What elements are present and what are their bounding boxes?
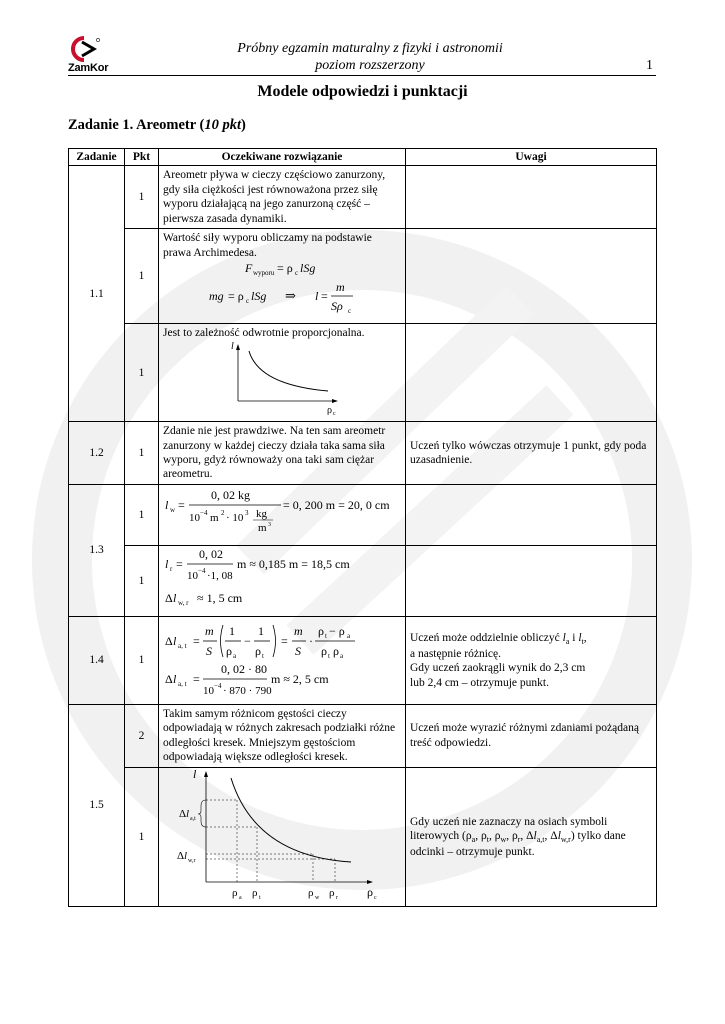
task-points: 10 pkt xyxy=(204,117,242,133)
svg-text:= ρ: = ρ xyxy=(228,289,244,304)
svg-text:=: = xyxy=(193,672,200,687)
remarks-cell xyxy=(406,484,657,545)
svg-text:=: = xyxy=(193,634,200,649)
svg-text:−4: −4 xyxy=(214,682,222,691)
svg-text:3: 3 xyxy=(268,521,271,528)
solution-cell xyxy=(159,617,406,704)
svg-text:a: a xyxy=(239,894,242,901)
svg-text:=: = xyxy=(321,289,328,304)
svg-text:mg: mg xyxy=(209,289,224,304)
svg-text:Δ: Δ xyxy=(165,591,173,605)
archimedes-formula xyxy=(163,260,401,316)
scoring-table xyxy=(68,148,657,907)
svg-text:m: m xyxy=(210,511,219,524)
task-number-1-3: 1.3 xyxy=(69,484,125,617)
svg-text:S: S xyxy=(206,644,212,659)
solution-cell xyxy=(159,484,406,545)
points-cell: 1 xyxy=(125,229,159,324)
svg-text:ρ: ρ xyxy=(367,884,373,899)
svg-text:0, 02 kg: 0, 02 kg xyxy=(211,487,250,502)
svg-text:=: = xyxy=(178,497,185,512)
svg-text:ρ: ρ xyxy=(318,624,324,639)
points-cell: 1 xyxy=(125,767,159,906)
remarks-text: Uczeń może oddzielnie obliczyć xyxy=(410,632,560,644)
points-cell: 2 xyxy=(125,704,159,767)
scale-graph xyxy=(163,768,401,902)
svg-text:10: 10 xyxy=(189,511,200,524)
svg-text:1: 1 xyxy=(258,624,264,639)
header-rule xyxy=(68,75,656,76)
remarks-text: Gdy uczeń nie zaznaczy na osiach symboli xyxy=(410,815,608,828)
svg-text:· 870 · 790: · 870 · 790 xyxy=(223,685,272,698)
task-title-suffix: ) xyxy=(241,117,246,133)
header-rozwiazanie: Oczekiwane rozwiązanie xyxy=(159,149,406,166)
svg-text:ρ: ρ xyxy=(333,644,339,659)
svg-text:1: 1 xyxy=(229,624,235,639)
task-number-1-5: 1.5 xyxy=(69,704,125,906)
points-cell: 1 xyxy=(125,166,159,229)
table-row xyxy=(69,546,657,617)
svg-text:lSg: lSg xyxy=(251,289,267,304)
solution-text: Jest to zależność odwrotnie proporcjonalna. xyxy=(163,327,365,340)
svg-text:ρ: ρ xyxy=(321,644,327,659)
svg-text:l: l xyxy=(173,591,177,605)
svg-text:a,t: a,t xyxy=(190,815,196,822)
svg-text:10: 10 xyxy=(187,570,198,582)
svg-text:w: w xyxy=(315,894,320,901)
remarks-cell xyxy=(406,166,657,229)
svg-text:m ≈ 0,185 m = 18,5 cm: m ≈ 0,185 m = 18,5 cm xyxy=(237,557,350,571)
solution-text: Wartość siły wyporu obliczamy na podstawie prawa Archimedesa. xyxy=(163,232,372,259)
solution-cell xyxy=(159,229,406,324)
svg-text:ρ: ρ xyxy=(327,404,332,415)
remarks-text: lub 2,4 cm – otrzymuje punkt. xyxy=(410,676,549,689)
svg-text:m: m xyxy=(258,521,267,534)
svg-text:w: w xyxy=(170,505,176,514)
svg-text:=: = xyxy=(176,557,183,571)
svg-text:r: r xyxy=(336,894,338,901)
svg-text:a, t: a, t xyxy=(178,680,187,689)
svg-text:ρ: ρ xyxy=(232,886,238,899)
svg-text:= ρ: = ρ xyxy=(277,261,293,276)
svg-text:= 0, 200 m = 20, 0 cm: = 0, 200 m = 20, 0 cm xyxy=(283,497,390,512)
svg-text:ρ: ρ xyxy=(329,886,335,899)
svg-text:wyporu: wyporu xyxy=(253,269,275,278)
svg-text:l: l xyxy=(173,672,177,687)
points-cell: 1 xyxy=(125,324,159,422)
header-title-line1: Próbny egzamin maturalny z fizyki i astronomii xyxy=(237,41,503,56)
svg-text:≈ 1, 5 cm: ≈ 1, 5 cm xyxy=(197,591,243,605)
svg-text:c: c xyxy=(348,307,352,316)
points-cell: 1 xyxy=(125,617,159,704)
remarks-cell xyxy=(406,546,657,617)
svg-text:kg: kg xyxy=(256,507,267,520)
svg-text:Δ: Δ xyxy=(177,849,185,862)
solution-cell xyxy=(159,767,406,906)
svg-text:m: m xyxy=(205,624,214,639)
svg-text:t: t xyxy=(328,652,330,661)
svg-text:w,r: w,r xyxy=(188,857,196,864)
svg-text:Δ: Δ xyxy=(165,672,173,687)
remarks-text: literowych ( xyxy=(410,829,466,842)
svg-text:t: t xyxy=(259,894,261,901)
task-title xyxy=(68,117,246,134)
table-row xyxy=(69,422,657,485)
remarks-cell xyxy=(406,324,657,422)
solution-cell xyxy=(159,546,406,617)
svg-text:2: 2 xyxy=(221,508,225,517)
svg-text:ρ: ρ xyxy=(226,644,232,659)
task-number-1-1: 1.1 xyxy=(69,166,125,422)
svg-text:− ρ: − ρ xyxy=(329,624,345,639)
table-row xyxy=(69,767,657,906)
table-row xyxy=(69,617,657,704)
svg-text:r: r xyxy=(170,565,173,573)
svg-text:·: · xyxy=(309,634,313,649)
header-title-line2: poziom rozszerzony xyxy=(315,58,425,73)
remarks-line: literowych ($\rho_a$, $\rho_t$, $\rho_w$, $\rho_r$, $\Delta l_{a,t}$, $\Delta l_{w,r}$) tylko dane xyxy=(410,829,626,844)
page-number: 1 xyxy=(646,58,653,73)
svg-text:ρ: ρ xyxy=(252,886,258,899)
points-cell: 1 xyxy=(125,546,159,617)
svg-text:−4: −4 xyxy=(198,567,206,575)
svg-text:Δ: Δ xyxy=(165,634,173,649)
svg-text:−: − xyxy=(244,634,251,649)
svg-text:l: l xyxy=(173,634,177,649)
svg-text:m: m xyxy=(336,280,345,295)
remarks-text: a następnie różnicę. xyxy=(410,648,501,660)
svg-text:· 10: · 10 xyxy=(226,511,244,524)
document-title: Modele odpowiedzi i punktacji xyxy=(257,83,468,100)
svg-text:a: a xyxy=(233,652,237,661)
svg-text:ρ: ρ xyxy=(255,644,261,659)
table-row xyxy=(69,166,657,229)
svg-text:l: l xyxy=(231,340,234,352)
svg-text:m ≈ 2, 5 cm: m ≈ 2, 5 cm xyxy=(271,672,329,687)
solution-text: Zdanie nie jest prawdziwe. Na ten sam areometr zanurzony w każdej cieczy działa taka sama siła wyporu, gdyż równoważy ona taki sam ciężar areometru. xyxy=(159,422,406,485)
inverse-proportion-graph xyxy=(163,341,401,415)
table-row xyxy=(69,704,657,767)
table-row xyxy=(69,229,657,324)
svg-text:l: l xyxy=(165,557,169,571)
formula-lw xyxy=(163,487,401,539)
table-row xyxy=(69,484,657,545)
svg-text:c: c xyxy=(374,894,377,901)
points-cell: 1 xyxy=(125,422,159,485)
svg-text:−4: −4 xyxy=(200,508,208,517)
task-number-1-4: 1.4 xyxy=(69,617,125,704)
solution-cell xyxy=(159,324,406,422)
svg-text:c: c xyxy=(333,410,336,415)
svg-text:t: t xyxy=(262,652,264,661)
remarks-cell xyxy=(406,617,657,704)
remarks-cell xyxy=(406,229,657,324)
svg-text:l: l xyxy=(186,807,190,820)
svg-text:l: l xyxy=(165,497,169,512)
points-cell: 1 xyxy=(125,484,159,545)
table-row xyxy=(69,324,657,422)
svg-text:a, t: a, t xyxy=(178,642,187,651)
svg-text:l: l xyxy=(184,849,188,862)
solution-text: Areometr pływa w cieczy częściowo zanurzony, gdy siła ciężkości jest równoważona przez siłę wyporu działającą na jego zanurzoną część – pierwsza zasada dynamiki. xyxy=(159,166,406,229)
svg-text:·1, 08: ·1, 08 xyxy=(207,570,233,582)
header-uwagi: Uwagi xyxy=(406,149,657,166)
svg-text:3: 3 xyxy=(245,508,249,517)
remarks-text: Gdy uczeń zaokrągli wynik do 2,3 cm xyxy=(410,662,586,675)
svg-text:m: m xyxy=(294,624,303,639)
svg-text:10: 10 xyxy=(203,685,214,698)
svg-text:=: = xyxy=(281,634,288,649)
header-pkt: Pkt xyxy=(125,149,159,166)
logo-text: ZamKor xyxy=(68,62,109,74)
svg-text:0, 02: 0, 02 xyxy=(199,548,223,561)
table-header-row xyxy=(69,149,657,166)
task-number-1-2: 1.2 xyxy=(69,422,125,485)
svg-text:S: S xyxy=(295,644,301,659)
svg-text:0, 02 · 80: 0, 02 · 80 xyxy=(221,662,267,677)
svg-text:t: t xyxy=(325,632,327,641)
formula-lr xyxy=(163,548,401,610)
remarks-text: odcinki – otrzymuje punkt. xyxy=(410,845,535,858)
remarks-text: Uczeń może wyrazić różnymi zdaniami pożądaną treść odpowiedzi. xyxy=(406,704,657,767)
remarks-line: Uczeń może oddzielnie obliczyć $l_a$ i $l_t$, xyxy=(410,632,587,646)
svg-text:Δ: Δ xyxy=(179,807,187,820)
svg-text:c: c xyxy=(295,269,299,278)
remarks-cell xyxy=(406,767,657,906)
svg-text:l: l xyxy=(315,289,319,304)
remarks-text: ) tylko dane xyxy=(570,829,626,842)
svg-text:c: c xyxy=(246,297,250,306)
svg-text:ρ: ρ xyxy=(308,886,314,899)
task-title-prefix: Zadanie 1. Areometr ( xyxy=(68,117,205,133)
svg-text:a: a xyxy=(347,632,351,641)
svg-text:Sρ: Sρ xyxy=(331,299,343,314)
svg-text:F: F xyxy=(245,261,253,276)
svg-text:w, r: w, r xyxy=(178,599,189,607)
formula-delta-l xyxy=(163,619,401,697)
svg-text:a: a xyxy=(340,652,344,661)
svg-text:l: l xyxy=(193,767,197,781)
svg-text:lSg: lSg xyxy=(300,261,316,276)
svg-text:⇒: ⇒ xyxy=(285,288,296,304)
remarks-text: Uczeń tylko wówczas otrzymuje 1 punkt, gdy poda uzasadnienie. xyxy=(406,422,657,485)
solution-text: Takim samym różnicom gęstości cieczy odpowiadają w różnych zakresach podziałki różne odległości kresek. Mniejszym gęstościom odpowiadają większe odległości kresek. xyxy=(159,704,406,767)
header-zadanie: Zadanie xyxy=(69,149,125,166)
